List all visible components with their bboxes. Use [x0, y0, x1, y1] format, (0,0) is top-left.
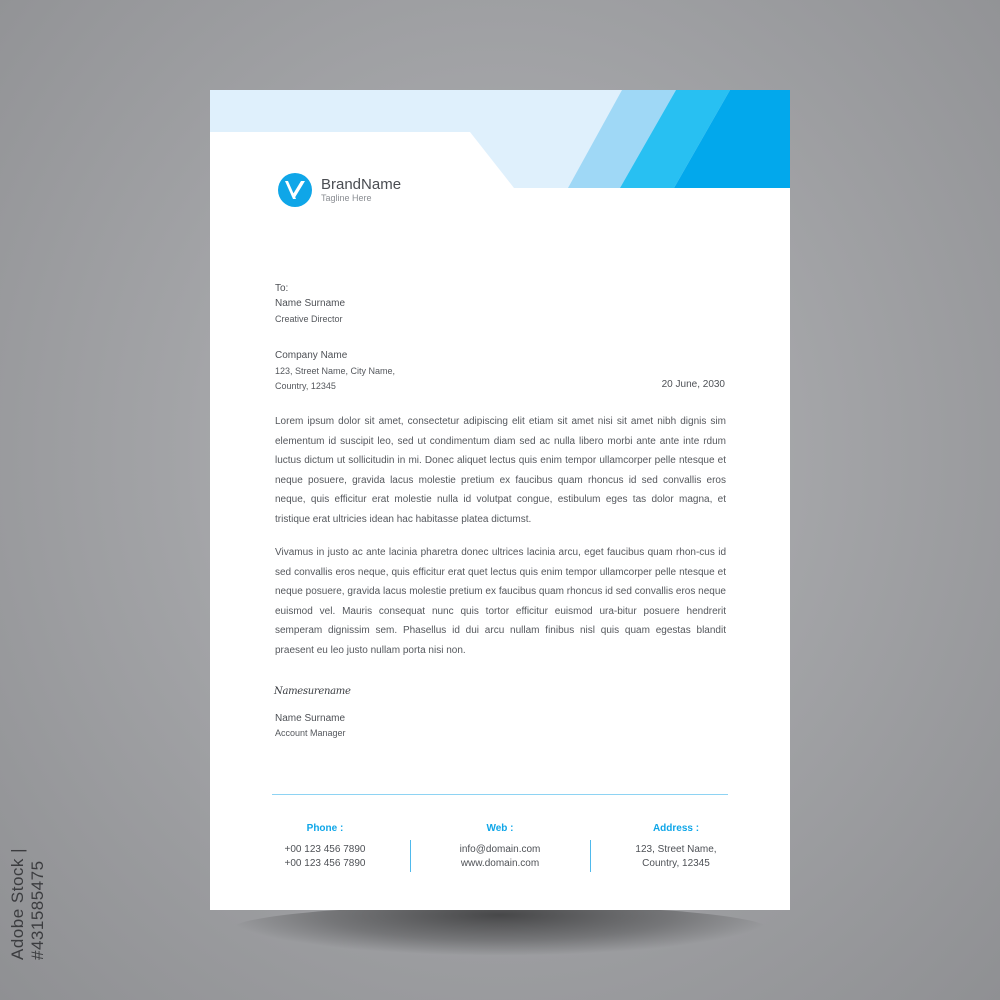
recipient-title: Creative Director	[275, 314, 343, 324]
footer-web-label: Web :	[486, 823, 514, 834]
footer-separator	[410, 840, 411, 872]
footer-phone-line2: +00 123 456 7890	[284, 858, 366, 869]
brand-name: BrandName	[321, 176, 402, 193]
company-address-line2: Country, 12345	[275, 381, 336, 391]
letterhead-page	[210, 90, 790, 910]
footer-web-email: info@domain.com	[459, 844, 541, 855]
footer-address-line1: 123, Street Name,	[635, 844, 717, 855]
stock-id-label: Adobe Stock | #431585475	[8, 847, 47, 960]
page-shadow	[230, 905, 770, 955]
signer-name: Name Surname	[275, 713, 346, 724]
to-label: To:	[275, 283, 289, 294]
footer-divider	[272, 794, 728, 795]
brand-tagline: Tagline Here	[321, 193, 372, 203]
company-address-line1: 123, Street Name, City Name,	[275, 366, 396, 376]
footer-web	[430, 822, 570, 871]
footer-web-site: www.domain.com	[460, 858, 540, 869]
body-paragraph-2: Vivamus in justo ac ante lacinia pharetra donec ultrices lacinia arcu, eget faucibus quam rhon-cus id sed convallis eros neque, quis efficitur erat quet lectus quis enim tempor ullamcorper pelle ntesque et neque posuere, gravida lacus molestie pretium ex faucibus quam rhoncus id sed convallis eros neque euismod vel. Mauris consequat nunc quis tortor efficitur euismod ura-bitur posuere hendrerit semperam dignissim sem. Phasellus id dui arcu nullam finibus nisl quis quam egestas blandit praesent eu leo justo nullam porta nisi non.	[275, 547, 726, 656]
footer-phone-label: Phone :	[306, 823, 344, 834]
footer-phone	[255, 822, 395, 871]
handwritten-signature: Namesurename	[274, 686, 351, 697]
footer-address	[606, 822, 746, 871]
footer-address-line2: Country, 12345	[642, 858, 710, 869]
brand-block	[277, 172, 401, 208]
recipient-name: Name Surname	[275, 298, 346, 309]
footer-address-label: Address :	[652, 823, 700, 834]
footer-phone-line1: +00 123 456 7890	[284, 844, 366, 855]
signer-title: Account Manager	[275, 728, 346, 738]
brand-logo-icon	[277, 172, 313, 208]
footer-separator	[590, 840, 591, 872]
company-name: Company Name	[275, 350, 348, 361]
letter-date: 20 June, 2030	[661, 379, 725, 390]
body-paragraph-1: Lorem ipsum dolor sit amet, consectetur adipiscing elit etiam sit amet nisi sit amet nibh dignis sim elementum id suscipit leo, sed ut condimentum diam sed ac nulla libero morbi ante ante inte rdum luctus dictum ut sollicitudin in mi. Donec aliquet lectus quis enim tempor ullamcorper pelle ntesque et neque posuere, gravida lacus molestie pretium ex faucibus quam rhoncus id sed convallis eros neque, quis efficitur erat molestie nulla id volutpat congue, estibulum eges tas dolor magna, et tristique erat ultricies idean hac habitasse platea dictumst.	[275, 416, 726, 525]
